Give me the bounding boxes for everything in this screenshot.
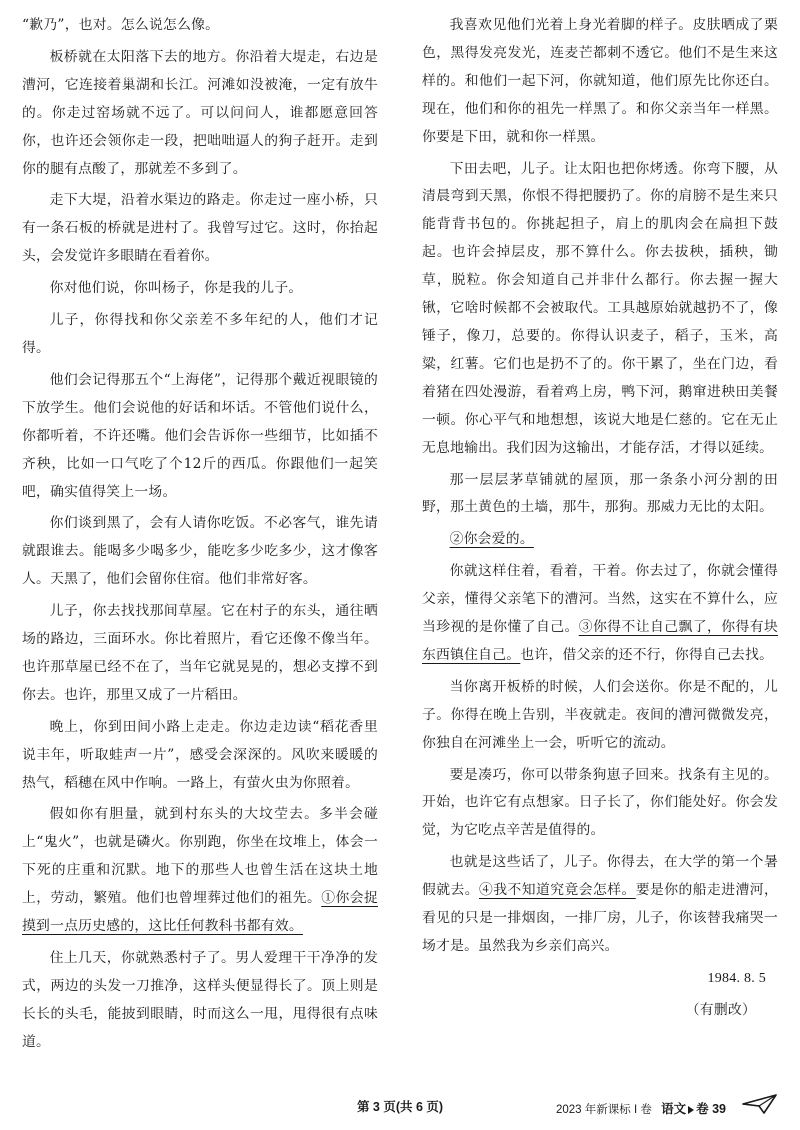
paragraph: 走下大堤，沿着水渠边的路走。你走过一座小桥，只有一条石板的桥就是进村了。我曾写过它。这时，你抬起头，会发觉许多眼睛在看着你。 [22,192,378,265]
paragraph: 要是凑巧，你可以带条狗崽子回来。找条有主见的。开始，也许它有点想家。日子长了，你们能处好。你会发觉，为它吃点辛苦是值得的。 [422,766,778,839]
right-column [422,12,778,1029]
article-date: 1984. 8. 5 [707,970,766,986]
text-segment: 你就这样住着，看着，干着。你去过了，你就会懂得父亲，懂得父亲笔下的漕河。当然，这实在不算什么，应当珍视的是你懂了自己。 [422,563,778,636]
paragraph: 你们谈到黑了，会有人请你吃饭。不必客气，谁先请就跟谁去。能喝多少喝多少，能吃多少吃多少，这才像客人。天黑了，他们会留你住宿。他们非常好客。 [22,515,378,588]
paragraph: 住上几天，你就熟悉村子了。男人爱理干干净净的发式，两边的头发一刀推净，这样头便显得长了。顶上则是长长的头毛，能披到眼睛，时而这么一甩，甩得很有点味道。 [22,950,378,1050]
left-column [22,12,378,1061]
text-segment: 也许，借父亲的还不行，你得自己去找。 [520,646,774,663]
paragraph: 我喜欢见他们光着上身光着脚的样子。皮肤晒成了栗色，黑得发亮发光，连麦芒都刺不透它。他们不是生来这样的。和他们一起下河，你就知道，他们原先比你还白。现在，他们和你的祖先一样黑了。和你父亲当年一样黑。你要是下田，就和你一样黑。 [422,17,778,145]
paragraph: 儿子，你去找找那间草屋。它在村子的东头，通往晒场的路边，三面环水。你比着照片，看它还像不像当年。也许那草屋已经不在了，当年它就晃晃的，想必支撑不到你去。也许，那里又成了一片稻田。 [22,603,378,703]
paragraph [422,849,778,961]
exam-name: 2023 年新课标 I 卷 [556,1104,652,1116]
paragraph: 你对他们说，你叫杨子，你是我的儿子。 [49,280,303,297]
subject-label: 语文 [661,1102,687,1116]
paragraph: 儿子，你得找和你父亲差不多年纪的人，他们才记得。 [22,312,378,356]
underlined-sentence-1: ①你会捉摸到一点历史感的，这比任何教科书都有效。 [22,890,379,935]
underlined-sentence-4: ④我不知道究竟会怎样。 [479,882,636,899]
paragraph: 晚上，你到田间小路上走走。你边走边读“稻花香里说丰年，听取蛙声一片”，感受会深深的。风吹来暖暖的热气，稻穗在风中作响。一路上，有萤火虫为你照着。 [22,718,378,791]
arrow-icon [688,1106,694,1114]
text-segment: 也就是这些话了，儿子。你得去，在大学的第一个暑假就去。 [422,854,778,899]
paragraph [22,801,378,941]
paragraph: 那一层层茅草铺就的屋顶，那一条条小河分割的田野，那土黄色的土墙，那牛，那狗。那威力无比的太阳。 [422,471,778,516]
underlined-sentence-2: ②你会爱的。 [449,531,534,548]
volume-label: 卷 39 [696,1102,726,1116]
source-note: （有删改） [685,1001,756,1018]
paragraph: 当你离开板桥的时候，人们会送你。你是不配的，儿子。你得在晚上告别，半夜就走。夜间的漕河微微发亮，你独自在河滩坐上一会，听听它的流动。 [422,678,778,751]
page-number: 第 3 页(共 6 页) [356,1100,444,1114]
paragraph: 他们会记得那五个“上海佬”，记得那个戴近视眼镜的下放学生。他们会说他的好话和坏话。不管他们说什么，你都听着，不许还嘴。他们会告诉你一些细节，比如插不齐秧，比如一口气吃了个12斤的西瓜。你跟他们一起笑吧，确实值得笑上一场。 [22,371,378,500]
paper-plane-icon [742,1093,778,1115]
underlined-sentence-3: ③你得不让自己飘了，你得有块东西镇住自己。 [422,619,779,663]
paragraph [422,526,778,554]
paragraph: 下田去吧，儿子。让太阳也把你烤透。你弯下腰，从清晨弯到天黑，你恨不得把腰扔了。你的肩膀不是生来只能背背书包的。你挑起担子，肩上的肌肉会在扁担下鼓起。也许会掉层皮，那不算什么。你去拔秧，插秧，锄草，脱粒。你会知道自己并非什么都行。你去握一握大锹，它啥时候都不会被取代。工具越原始就越扔不了，像锤子，像刀，总要的。你得认识麦子，稻子，玉米，高粱，红薯。它们也是扔不了的。你干累了，坐在门边，看着猪在四处漫游，看着鸡上房，鸭下河，鹅窜进秧田美餐一顿。你心平气和地想想，该说大地是仁慈的。它在无止无息地输出。我们因为这输出，才能存活，才得以延续。 [422,160,778,456]
text-segment: 假如你有胆量，就到村东头的大坟茔去。多半会碰上“鬼火”，也就是磷火。你别跑，你坐在坟堆上，体会一下死的庄重和沉默。地下的那些人也曾生活在这块土地上，劳动，繁殖。他们也曾埋葬过他们的祖先。 [22,806,378,907]
footer-exam-label [556,1099,726,1117]
paragraph [422,558,778,670]
text-segment: 要是你的船走进漕河，看见的只是一排烟囱，一排厂房，儿子，你该替我痛哭一场才是。虽然我为乡亲们高兴。 [422,882,779,954]
paragraph: “歉乃”，也对。怎么说怎么像。 [22,17,220,33]
paragraph: 板桥就在太阳落下去的地方。你沿着大堤走，右边是漕河，它连接着巢湖和长江。河滩如没被淹，一定有放牛的。你走过窑场就不远了。可以问问人，谁都愿意回答你，也许还会领你走一段，把咄咄逼人的狗子赶开。走到你的腿有点酸了，那就差不多到了。 [22,48,378,177]
